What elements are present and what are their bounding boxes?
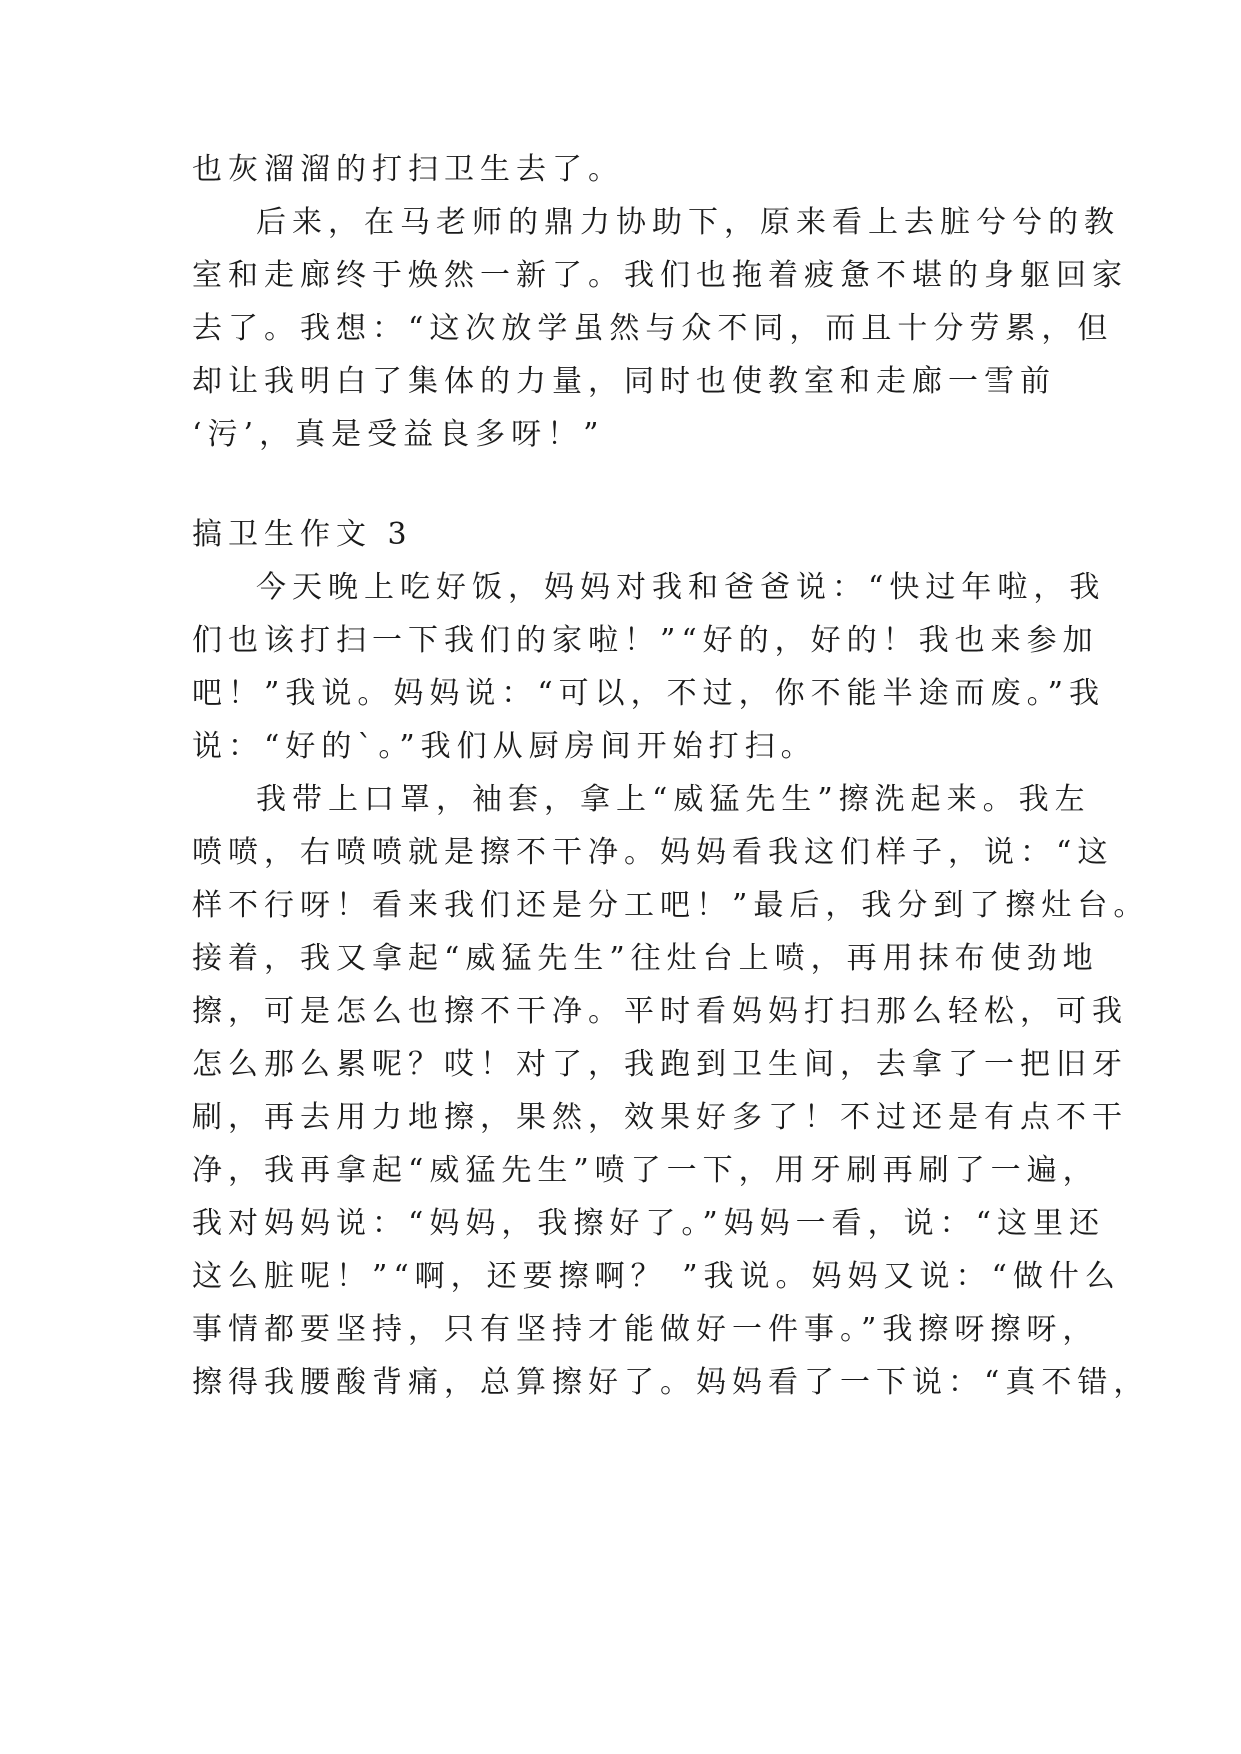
paragraph-line: 却让我明白了集体的力量，同时也使教室和走廊一雪前: [192, 364, 1056, 399]
essay-title: 搞卫生作文 3: [192, 517, 413, 552]
paragraph-line: 我对妈妈说：“妈妈，我擦好了。”妈妈一看，说：“这里还: [192, 1206, 1106, 1241]
paragraph-line: 也灰溜溜的打扫卫生去了。: [192, 152, 624, 187]
paragraph-line: 喷喷，右喷喷就是擦不干净。妈妈看我这们样子，说：“这: [192, 835, 1114, 870]
paragraph-line: 去了。我想：“这次放学虽然与众不同，而且十分劳累，但: [192, 311, 1114, 346]
paragraph-line: 们也该打扫一下我们的家啦！”“好的，好的！我也来参加: [192, 623, 1099, 658]
paragraph-line: 怎么那么累呢？哎！对了，我跑到卫生间，去拿了一把旧牙: [192, 1047, 1128, 1082]
paragraph-line: 今天晚上吃好饭，妈妈对我和爸爸说：“快过年啦，我: [256, 570, 1106, 605]
paragraph-line: 事情都要坚持，只有坚持才能做好一件事。”我擦呀擦呀，: [192, 1312, 1099, 1347]
paragraph-line: ‘污’，真是受益良多呀！”: [192, 417, 605, 452]
paragraph-line: 刷，再去用力地擦，果然，效果好多了！不过还是有点不干: [192, 1100, 1128, 1135]
paragraph-line: 这么脏呢！”“啊，还要擦啊？ ”我说。妈妈又说：“做什么: [192, 1259, 1121, 1294]
paragraph-line: 擦，可是怎么也擦不干净。平时看妈妈打扫那么轻松，可我: [192, 994, 1128, 1029]
paragraph-line: 说：“好的`。”我们从厨房间开始打扫。: [192, 729, 817, 764]
paragraph-line: 后来，在马老师的鼎力协助下，原来看上去脏兮兮的教: [256, 205, 1120, 240]
paragraph-line: 净，我再拿起“威猛先生”喷了一下，用牙刷再刷了一遍，: [192, 1153, 1099, 1188]
paragraph-line: 擦得我腰酸背痛，总算擦好了。妈妈看了一下说：“真不错，: [192, 1365, 1150, 1400]
paragraph-line: 吧！”我说。妈妈说：“可以，不过，你不能半途而废。”我: [192, 676, 1106, 711]
paragraph-line: 我带上口罩，袖套，拿上“威猛先生”擦洗起来。我左: [256, 782, 1091, 817]
paragraph-line: 接着，我又拿起“威猛先生”往灶台上喷，再用抹布使劲地: [192, 941, 1099, 976]
paragraph-line: 样不行呀！看来我们还是分工吧！”最后，我分到了擦灶台。: [192, 888, 1150, 923]
paragraph-line: 室和走廊终于焕然一新了。我们也拖着疲惫不堪的身躯回家: [192, 258, 1128, 293]
